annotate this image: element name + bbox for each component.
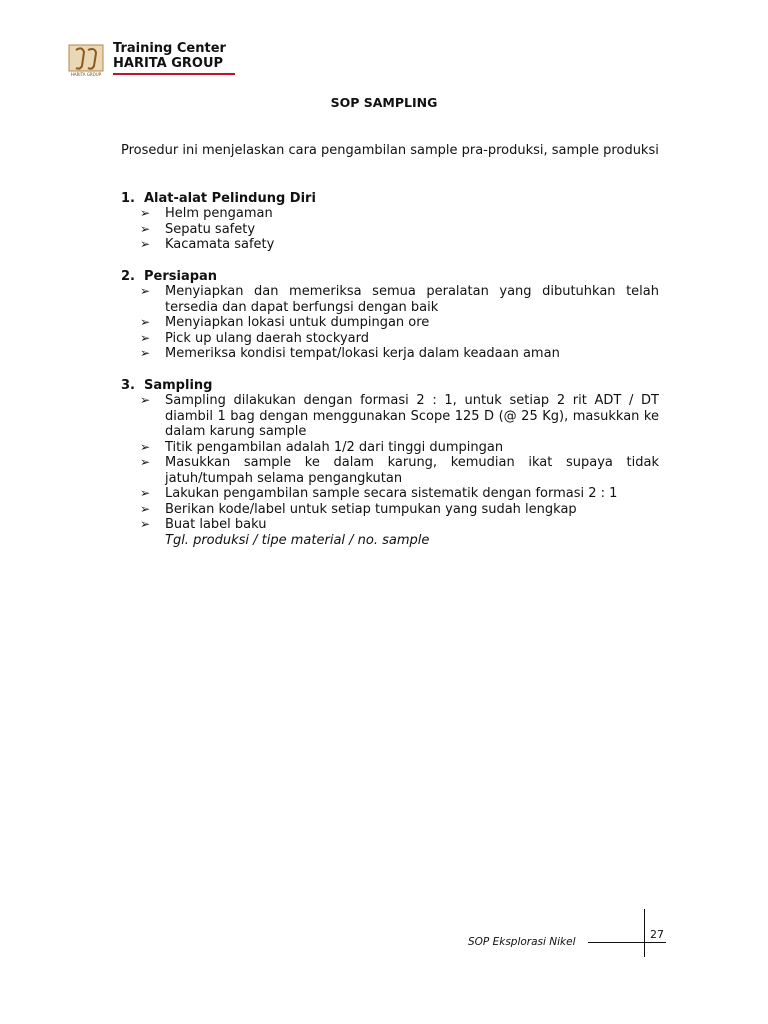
svg-text:HARITA GROUP: HARITA GROUP bbox=[70, 72, 102, 77]
arrow-bullet-icon: ➢ bbox=[140, 439, 151, 454]
arrow-bullet-icon: ➢ bbox=[140, 517, 151, 531]
label-format-note: Tgl. produksi / tipe material / no. sample bbox=[165, 532, 430, 548]
list-item: ➢ Kacamata safety bbox=[140, 237, 275, 252]
document-title: SOP SAMPLING bbox=[330, 95, 438, 110]
arrow-bullet-icon: ➢ bbox=[140, 486, 151, 500]
org-line-1: Training Center bbox=[113, 41, 226, 56]
section-heading bbox=[121, 269, 659, 285]
arrow-bullet-icon: ➢ bbox=[140, 206, 151, 220]
arrow-bullet-icon: ➢ bbox=[140, 330, 151, 345]
section-persiapan bbox=[121, 269, 659, 362]
section-title: Sampling bbox=[144, 377, 213, 393]
arrow-bullet-icon: ➢ bbox=[140, 284, 151, 298]
section-sampling bbox=[121, 378, 659, 549]
list-item: ➢ Sampling dilakukan dengan formasi 2 : 1, untuk setiap 2 rit ADT / DT diambil 1 bag dengan menggunakan Scope 125 D (@ 25 Kg), masukkan ke dalam karung sample bbox=[140, 393, 659, 439]
section-heading bbox=[121, 378, 659, 394]
list-item: ➢ Sepatu safety bbox=[140, 221, 256, 237]
list-item: ➢ Titik pengambilan adalah 1/2 dari tinggi dumpingan bbox=[140, 439, 504, 455]
list-item: ➢ Helm pengaman bbox=[140, 206, 273, 221]
footer-horizontal-rule bbox=[588, 942, 666, 943]
list-item: ➢ Menyiapkan dan memeriksa semua peralatan yang dibutuhkan telah tersedia dan dapat berfungsi dengan baik bbox=[140, 284, 659, 315]
document-body bbox=[121, 143, 659, 564]
section-title: Persiapan bbox=[144, 268, 218, 284]
arrow-bullet-icon: ➢ bbox=[140, 346, 151, 360]
list-item: ➢ Pick up ulang daerah stockyard bbox=[140, 330, 370, 346]
section-heading bbox=[121, 191, 659, 207]
section-items bbox=[121, 284, 659, 362]
page-number: 27 bbox=[650, 928, 664, 941]
organization-name bbox=[113, 41, 226, 71]
harita-logo-icon bbox=[68, 44, 104, 78]
arrow-bullet-icon: ➢ bbox=[140, 501, 151, 516]
list-item: ➢ Lakukan pengambilan sample secara sistematik dengan formasi 2 : 1 bbox=[140, 486, 618, 501]
section-number: 3. bbox=[121, 377, 135, 393]
section-items bbox=[121, 206, 659, 253]
arrow-bullet-icon: ➢ bbox=[140, 237, 151, 251]
list-item: ➢ Memeriksa kondisi tempat/lokasi kerja dalam keadaan aman bbox=[140, 346, 560, 361]
page-header bbox=[68, 40, 238, 80]
arrow-bullet-icon: ➢ bbox=[140, 455, 151, 469]
header-red-rule bbox=[113, 73, 235, 75]
arrow-bullet-icon: ➢ bbox=[140, 315, 151, 329]
section-items bbox=[121, 393, 659, 533]
arrow-bullet-icon: ➢ bbox=[140, 393, 151, 407]
list-item: ➢ Buat label baku bbox=[140, 517, 267, 532]
arrow-bullet-icon: ➢ bbox=[140, 221, 151, 236]
list-item: ➢ Berikan kode/label untuk setiap tumpukan yang sudah lengkap bbox=[140, 501, 577, 517]
list-item: ➢ Masukkan sample ke dalam karung, kemudian ikat supaya tidak jatuh/tumpah selama pengangkutan bbox=[140, 455, 659, 486]
footer-vertical-rule bbox=[644, 909, 645, 957]
section-title: Alat-alat Pelindung Diri bbox=[144, 190, 316, 206]
intro-paragraph: Prosedur ini menjelaskan cara pengambilan sample pra-produksi, sample produksi bbox=[121, 143, 659, 158]
section-number: 2. bbox=[121, 268, 135, 284]
section-apd bbox=[121, 191, 659, 253]
org-line-2: HARITA GROUP bbox=[113, 56, 224, 71]
section-number: 1. bbox=[121, 190, 135, 206]
list-item: ➢ Menyiapkan lokasi untuk dumpingan ore bbox=[140, 315, 430, 330]
footer-document-name: SOP Eksplorasi Nikel bbox=[468, 936, 576, 948]
